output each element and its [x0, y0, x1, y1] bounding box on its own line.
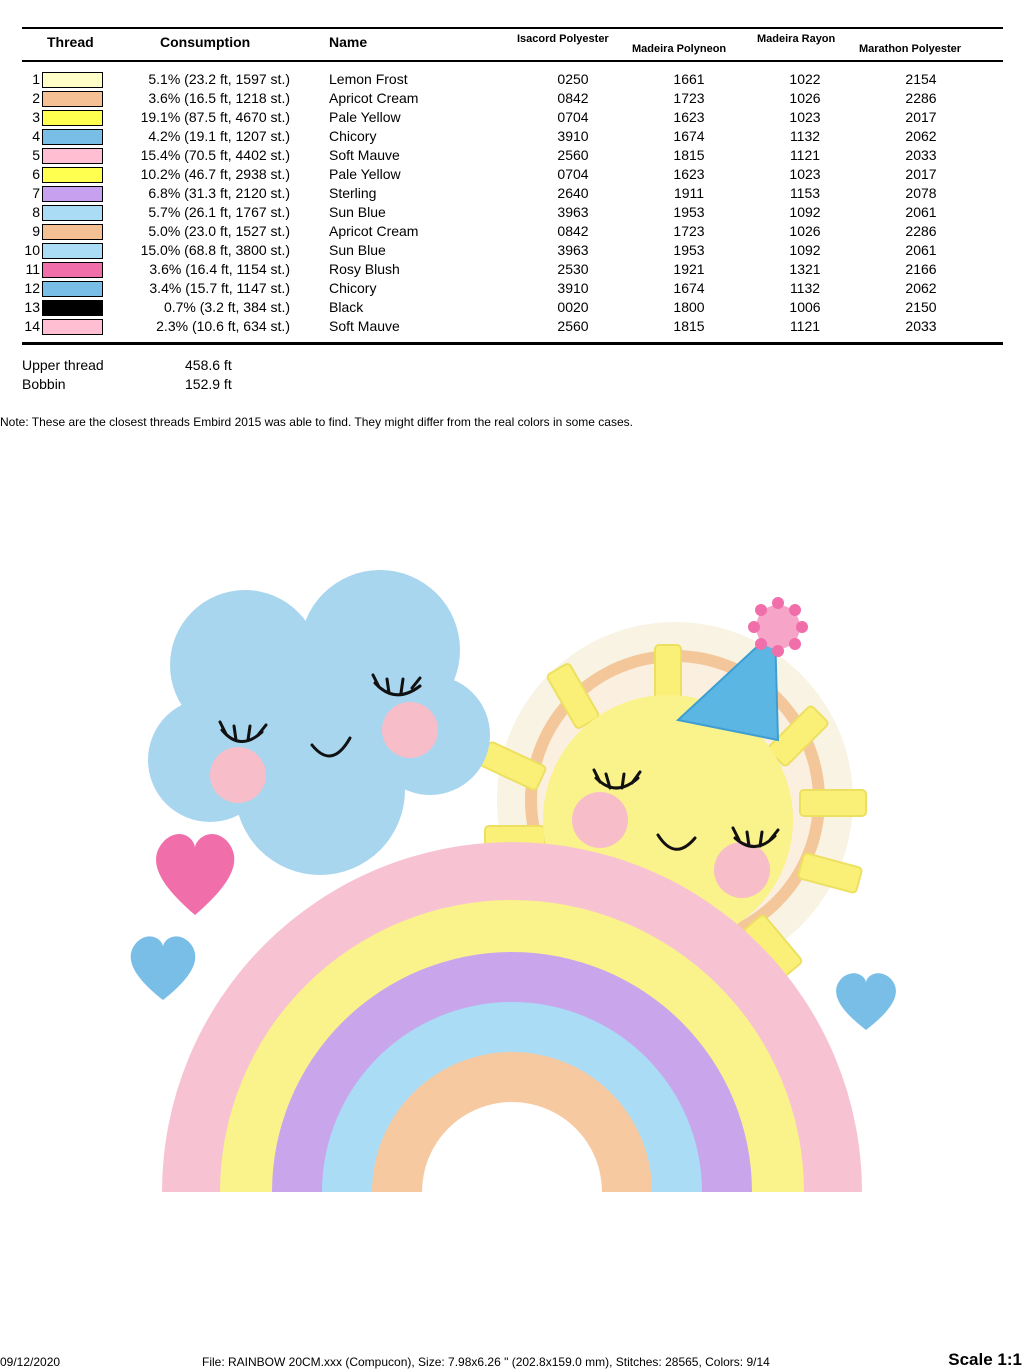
marathon-cell: 2286 [905, 90, 937, 106]
upper-thread-value: 458.6 ft [185, 357, 232, 373]
marathon-cell: 2286 [905, 223, 937, 239]
consumption-cell: 15.0% (68.8 ft, 3800 st.) [140, 242, 290, 258]
isacord-cell: 3963 [557, 242, 589, 258]
consumption-cell: 6.8% (31.3 ft, 2120 st.) [148, 185, 290, 201]
marathon-cell: 2154 [905, 71, 937, 87]
thread-name-cell: Sun Blue [329, 204, 386, 220]
header-marathon: Marathon Polyester [859, 43, 962, 55]
madeira-polyneon-cell: 1815 [673, 147, 705, 163]
thread-number: 7 [32, 185, 40, 201]
madeira-rayon-cell: 1023 [789, 109, 821, 125]
thread-number: 8 [32, 204, 40, 220]
consumption-cell: 4.2% (19.1 ft, 1207 st.) [148, 128, 290, 144]
madeira-polyneon-cell: 1623 [673, 109, 705, 125]
bobbin-label: Bobbin [22, 376, 66, 392]
isacord-cell: 0842 [557, 223, 589, 239]
header-madeira-polyneon: Madeira Polyneon [632, 43, 727, 55]
header-isacord: Isacord Polyester [517, 33, 609, 45]
thread-number: 11 [25, 261, 40, 277]
cloud [148, 570, 490, 875]
hat-pompom [748, 597, 808, 657]
isacord-cell: 0704 [557, 109, 589, 125]
consumption-cell: 3.6% (16.5 ft, 1218 st.) [148, 90, 290, 106]
header-madeira-rayon: Madeira Rayon [757, 33, 836, 45]
thread-name-cell: Black [329, 299, 364, 315]
consumption-cell: 0.7% (3.2 ft, 384 st.) [163, 299, 290, 315]
madeira-polyneon-cell: 1815 [673, 318, 705, 334]
isacord-cell: 0250 [557, 71, 589, 87]
madeira-rayon-cell: 1321 [789, 261, 821, 277]
isacord-cell: 2530 [557, 261, 589, 277]
thread-name-cell: Lemon Frost [329, 71, 408, 87]
madeira-polyneon-cell: 1723 [673, 223, 705, 239]
isacord-cell: 2560 [557, 318, 589, 334]
thread-name-cell: Pale Yellow [329, 166, 401, 182]
madeira-polyneon-cell: 1661 [673, 71, 705, 87]
consumption-cell: 5.0% (23.0 ft, 1527 st.) [148, 223, 290, 239]
thread-number: 13 [24, 299, 40, 315]
thread-number: 1 [32, 71, 40, 87]
thread-name-cell: Pale Yellow [329, 109, 401, 125]
madeira-rayon-cell: 1153 [789, 185, 821, 201]
madeira-rayon-cell: 1132 [789, 128, 821, 144]
thread-name-cell: Soft Mauve [329, 147, 400, 163]
madeira-rayon-cell: 1121 [789, 318, 821, 334]
print-date: 09/12/2020 [0, 1355, 61, 1369]
marathon-cell: 2061 [905, 242, 937, 258]
isacord-cell: 0842 [557, 90, 589, 106]
madeira-polyneon-cell: 1953 [673, 204, 705, 220]
thread-name-cell: Chicory [329, 128, 377, 144]
thread-name-cell: Sterling [329, 185, 377, 201]
madeira-rayon-cell: 1092 [789, 204, 821, 220]
madeira-polyneon-cell: 1921 [673, 261, 705, 277]
thread-number: 2 [32, 90, 40, 106]
madeira-rayon-cell: 1023 [789, 166, 821, 182]
marathon-cell: 2017 [905, 109, 937, 125]
bobbin-value: 152.9 ft [185, 376, 232, 392]
isacord-cell: 3910 [557, 128, 589, 144]
consumption-cell: 3.4% (15.7 ft, 1147 st.) [149, 280, 290, 296]
thread-name-cell: Soft Mauve [329, 318, 400, 334]
header-name: Name [329, 34, 368, 50]
madeira-rayon-cell: 1132 [789, 280, 821, 296]
marathon-cell: 2017 [905, 166, 937, 182]
thread-number: 6 [32, 166, 40, 182]
thread-name-cell: Chicory [329, 280, 377, 296]
marathon-cell: 2062 [905, 128, 937, 144]
thread-match-note: Note: These are the closest threads Embird 2015 was able to find. They might differ from the real colors in some cases. [0, 415, 633, 429]
consumption-cell: 15.4% (70.5 ft, 4402 st.) [140, 147, 290, 163]
marathon-cell: 2062 [905, 280, 937, 296]
thread-number: 9 [32, 223, 40, 239]
thread-name-cell: Rosy Blush [329, 261, 400, 277]
marathon-cell: 2078 [905, 185, 937, 201]
madeira-rayon-cell: 1006 [789, 299, 821, 315]
blue-heart-right [836, 973, 896, 1030]
madeira-rayon-cell: 1022 [789, 71, 821, 87]
madeira-rayon-cell: 1092 [789, 242, 821, 258]
marathon-cell: 2061 [905, 204, 937, 220]
marathon-cell: 2166 [905, 261, 937, 277]
consumption-cell: 5.7% (26.1 ft, 1767 st.) [148, 204, 290, 220]
isacord-cell: 3963 [557, 204, 589, 220]
madeira-polyneon-cell: 1723 [673, 90, 705, 106]
marathon-cell: 2033 [905, 318, 937, 334]
madeira-polyneon-cell: 1911 [673, 185, 705, 201]
thread-name-cell: Apricot Cream [329, 223, 419, 239]
upper-thread-label: Upper thread [22, 357, 104, 373]
madeira-rayon-cell: 1026 [789, 90, 821, 106]
consumption-cell: 2.3% (10.6 ft, 634 st.) [156, 318, 290, 334]
thread-number: 4 [32, 128, 40, 144]
isacord-cell: 2640 [557, 185, 589, 201]
header-consumption: Consumption [160, 34, 251, 50]
file-info: File: RAINBOW 20CM.xxx (Compucon), Size: 7.98x6.26 " (202.8x159.0 mm), Stitches: 28565, Colors: 9/14 [202, 1355, 770, 1369]
thread-number: 5 [32, 147, 40, 163]
marathon-cell: 2150 [905, 299, 937, 315]
consumption-cell: 3.6% (16.4 ft, 1154 st.) [149, 261, 290, 277]
header-thread: Thread [47, 34, 94, 50]
madeira-rayon-cell: 1121 [789, 147, 821, 163]
thread-name-cell: Apricot Cream [329, 90, 419, 106]
consumption-cell: 10.2% (46.7 ft, 2938 st.) [140, 166, 290, 182]
thread-number: 12 [24, 280, 40, 296]
isacord-cell: 0704 [557, 166, 589, 182]
consumption-cell: 19.1% (87.5 ft, 4670 st.) [140, 109, 290, 125]
blue-heart-left [131, 936, 196, 1000]
thread-name-cell: Sun Blue [329, 242, 386, 258]
isacord-cell: 2560 [557, 147, 589, 163]
marathon-cell: 2033 [905, 147, 937, 163]
madeira-polyneon-cell: 1674 [673, 128, 705, 144]
scale-label: Scale 1:1 [948, 1350, 1022, 1369]
isacord-cell: 3910 [557, 280, 589, 296]
madeira-polyneon-cell: 1800 [673, 299, 705, 315]
thread-number: 3 [32, 109, 40, 125]
thread-number: 10 [24, 242, 40, 258]
thread-number: 14 [24, 318, 40, 334]
pink-heart [156, 834, 234, 915]
madeira-polyneon-cell: 1623 [673, 166, 705, 182]
consumption-cell: 5.1% (23.2 ft, 1597 st.) [148, 71, 290, 87]
madeira-polyneon-cell: 1674 [673, 280, 705, 296]
madeira-rayon-cell: 1026 [789, 223, 821, 239]
isacord-cell: 0020 [557, 299, 589, 315]
madeira-polyneon-cell: 1953 [673, 242, 705, 258]
